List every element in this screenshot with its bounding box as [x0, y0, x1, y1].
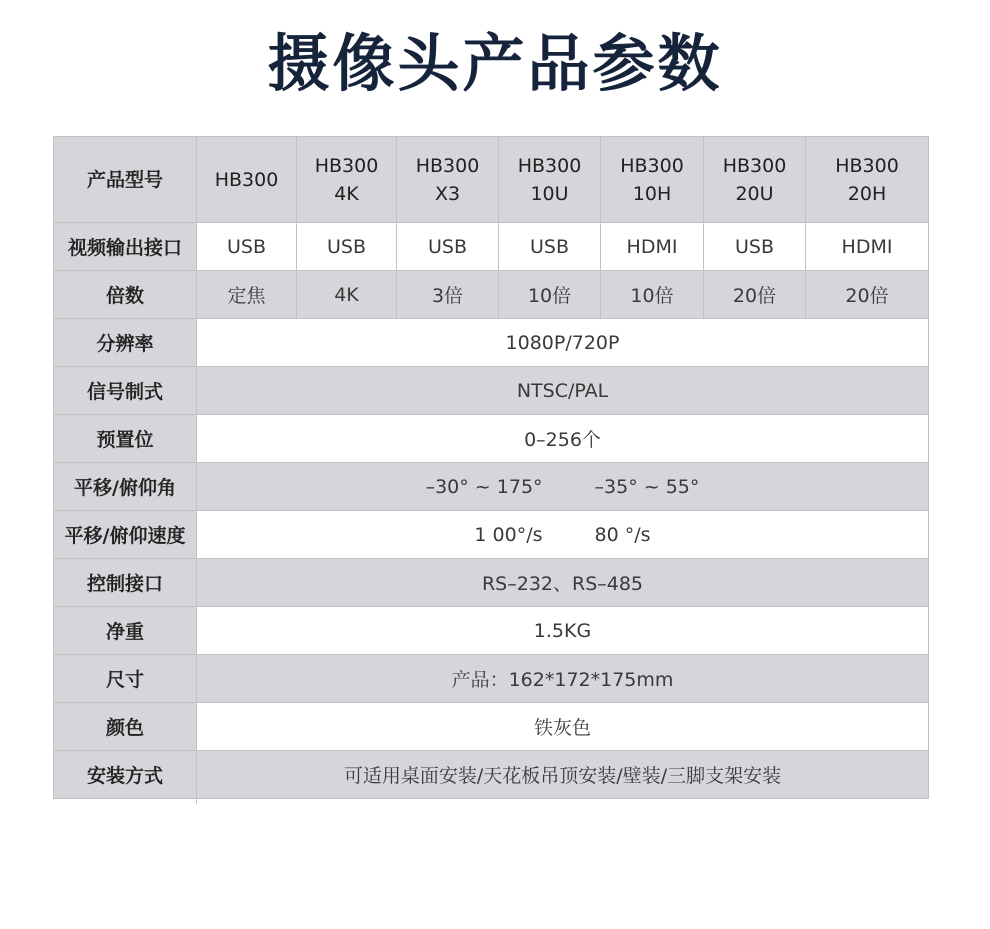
row-label-size: 尺寸 — [54, 655, 197, 703]
spec-table — [53, 136, 929, 799]
tilt-angle-value: –35° ~ 55° — [594, 475, 700, 498]
size-value: 产品：162*172*175mm — [197, 655, 929, 703]
signal-value: NTSC/PAL — [197, 367, 929, 415]
table-row-color — [54, 703, 929, 751]
model-cell-1: HB300 — [197, 137, 297, 223]
tilt-speed-value: 80 °/s — [594, 523, 651, 546]
row-label-output: 视频输出接口 — [54, 223, 197, 271]
output-cell-6: USB — [704, 223, 806, 271]
pan-tilt-angle-value — [197, 463, 929, 511]
row-label-pan-tilt-angle: 平移/俯仰角 — [54, 463, 197, 511]
model-cell-7: HB300 20H — [806, 137, 929, 223]
pan-angle-value: –30° ~ 175° — [425, 475, 543, 498]
output-cell-5: HDMI — [601, 223, 704, 271]
row-label-mounting: 安装方式 — [54, 751, 197, 799]
table-row-control — [54, 559, 929, 607]
table-row-weight — [54, 607, 929, 655]
output-cell-1: USB — [197, 223, 297, 271]
row-label-resolution: 分辨率 — [54, 319, 197, 367]
pan-tilt-speed-value — [197, 511, 929, 559]
zoom-cell-2: 4K — [297, 271, 397, 319]
table-row-output — [54, 223, 929, 271]
zoom-cell-5: 10倍 — [601, 271, 704, 319]
resolution-value: 1080P/720P — [197, 319, 929, 367]
output-cell-3: USB — [397, 223, 499, 271]
table-row-zoom — [54, 271, 929, 319]
row-label-pan-tilt-speed: 平移/俯仰速度 — [54, 511, 197, 559]
zoom-cell-4: 10倍 — [499, 271, 601, 319]
color-value: 铁灰色 — [197, 703, 929, 751]
table-row-resolution — [54, 319, 929, 367]
row-label-signal: 信号制式 — [54, 367, 197, 415]
preset-value: 0–256个 — [197, 415, 929, 463]
row-label-control: 控制接口 — [54, 559, 197, 607]
model-cell-5: HB300 10H — [601, 137, 704, 223]
zoom-cell-6: 20倍 — [704, 271, 806, 319]
zoom-cell-3: 3倍 — [397, 271, 499, 319]
table-row-pan-tilt-speed — [54, 511, 929, 559]
weight-value: 1.5KG — [197, 607, 929, 655]
output-cell-4: USB — [499, 223, 601, 271]
table-row-pan-tilt-angle — [54, 463, 929, 511]
table-row-preset — [54, 415, 929, 463]
table-row-model — [54, 137, 929, 223]
row-label-preset: 预置位 — [54, 415, 197, 463]
model-cell-2: HB300 4K — [297, 137, 397, 223]
row-label-model: 产品型号 — [54, 137, 197, 223]
output-cell-7: HDMI — [806, 223, 929, 271]
model-cell-3: HB300 X3 — [397, 137, 499, 223]
table-row-mounting — [54, 751, 929, 799]
row-label-weight: 净重 — [54, 607, 197, 655]
table-row-signal — [54, 367, 929, 415]
page-title: 摄像头产品参数 — [267, 27, 723, 100]
table-divider-tail — [196, 796, 197, 804]
mounting-value: 可适用桌面安装/天花板吊顶安装/壁装/三脚支架安装 — [197, 751, 929, 799]
zoom-cell-1: 定焦 — [197, 271, 297, 319]
model-cell-6: HB300 20U — [704, 137, 806, 223]
row-label-color: 颜色 — [54, 703, 197, 751]
model-cell-4: HB300 10U — [499, 137, 601, 223]
output-cell-2: USB — [297, 223, 397, 271]
table-row-size — [54, 655, 929, 703]
row-label-zoom: 倍数 — [54, 271, 197, 319]
zoom-cell-7: 20倍 — [806, 271, 929, 319]
pan-speed-value: 1 00°/s — [474, 523, 543, 546]
control-value: RS–232、RS–485 — [197, 559, 929, 607]
